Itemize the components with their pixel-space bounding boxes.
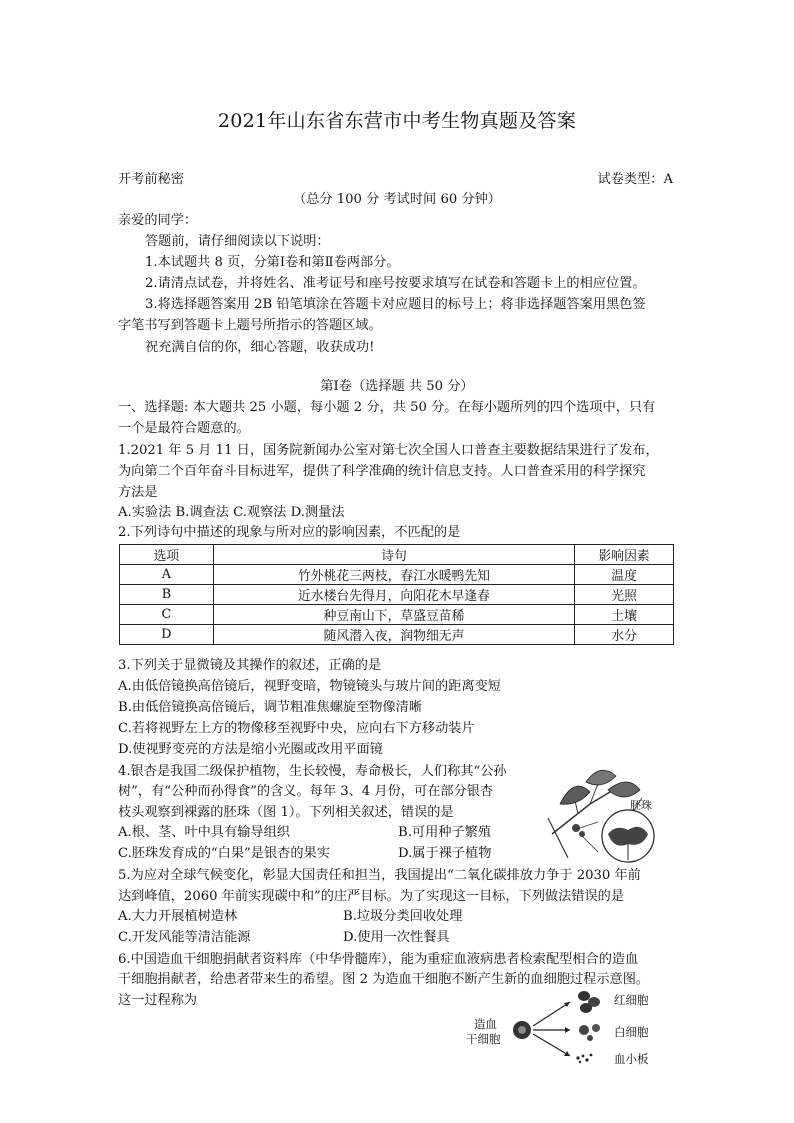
instruction-line: 3.将选择题答案用 2B 铅笔填涂在答题卡对应题目的标号上；将非选择题答案用黑色签	[145, 297, 646, 312]
table-row	[120, 565, 674, 585]
instruction-line: 祝充满自信的你，细心答题，收获成功!	[145, 340, 375, 355]
table-row	[120, 605, 674, 625]
question-text: 这一过程称为	[118, 993, 198, 1008]
question-text: 方法是	[118, 485, 158, 500]
question-options: A.实验法 B.调查法 C.观察法 D.测量法	[118, 505, 345, 520]
table-cell: 竹外桃花三两枝，春江水暖鸭先知	[213, 565, 574, 585]
option-c: C.若将视野左上方的物像移至视野中央，应向右下方移动装片	[118, 721, 475, 736]
table-cell: C	[120, 605, 214, 625]
option-b: B.可用种子繁殖	[398, 825, 492, 840]
paper-type: 试卷类型：A	[597, 172, 673, 187]
instruction-line: 字笔书写到答题卡上题号所指示的答题区域。	[118, 318, 382, 333]
table-cell: 水分	[575, 625, 674, 645]
table-cell: 近水楼台先得月，向阳花木早逢春	[213, 585, 574, 605]
table-row	[120, 625, 674, 645]
source-label-bottom: 干细胞	[466, 1032, 501, 1046]
question-text: 枝头观察到裸露的胚珠（图 1）。下列相关叙述，错误的是	[118, 805, 454, 820]
table-header-cell: 诗句	[213, 545, 574, 565]
table-cell: 土壤	[575, 605, 674, 625]
blood-cell-figure	[466, 984, 666, 1070]
question-text: 4.银杏是我国二级保护植物，生长较慢，寿命极长，人们称其“公孙	[118, 764, 507, 779]
section-heading: 第Ⅰ卷（选择题 共 50 分）	[320, 379, 474, 394]
option-a: A.根、茎、叶中具有输导组织	[118, 825, 290, 840]
table-header-cell: 影响因素	[575, 545, 674, 565]
white-cell-label: 白细胞	[614, 1025, 649, 1039]
question-text: 为向第二个百年奋斗目标进军，提供了科学准确的统计信息支持。人口普查采用的科学探究	[118, 464, 646, 479]
question-text: 2.下列诗句中描述的现象与所对应的影响因素，不匹配的是	[118, 525, 461, 540]
option-d: D.属于裸子植物	[398, 846, 492, 861]
table-header-row	[120, 545, 674, 565]
red-cell-label: 红细胞	[614, 993, 649, 1007]
table-cell: 随风潜入夜，润物细无声	[213, 625, 574, 645]
table-row	[120, 585, 674, 605]
exam-info: （总分 100 分 考试时间 60 分钟）	[293, 192, 501, 207]
question-text: 树”，有“公种而孙得食”的含义。每年 3、4 月份，可在部分银杏	[118, 784, 494, 799]
section-instruction: 一个是最符合题意的。	[118, 421, 250, 436]
option-b: B.由低倍镜换高倍镜后，调节粗准焦螺旋至物像清晰	[118, 700, 423, 715]
question-text: 1.2021 年 5 月 11 日，国务院新闻办公室对第七次全国人口普查主要数据结果进行了发布，	[118, 443, 659, 458]
option-b: B.垃圾分类回收处理	[343, 909, 463, 924]
table-cell: 种豆南山下，草盛豆苗稀	[213, 605, 574, 625]
instruction-line: 1.本试题共 8 页，分第Ⅰ卷和第Ⅱ卷两部分。	[145, 255, 400, 270]
option-d: D.使用一次性餐具	[343, 930, 450, 945]
greeting: 亲爱的同学：	[118, 213, 198, 228]
ginkgo-branch-icon	[538, 764, 678, 864]
question-text: 达到峰值，2060 年前实现碳中和”的庄严目标。为了实现这一目标，下列做法错误的是	[118, 889, 625, 904]
table-header-cell: 选项	[120, 545, 214, 565]
table-cell: A	[120, 565, 214, 585]
question-text: 5.为应对全球气候变化，彰显大国责任和担当，我国提出“二氧化碳排放力争于 2030 年前	[118, 868, 641, 883]
option-c: C.开发风能等清洁能源	[118, 930, 251, 945]
secret-label: 开考前秘密	[118, 172, 184, 187]
question-text: 干细胞捐献者，给患者带来生的希望。图 2 为造血干细胞不断产生新的血细胞过程示意图。	[118, 972, 650, 987]
table-cell: 温度	[575, 565, 674, 585]
section-instruction: 一、选择题: 本大题共 25 小题，每小题 2 分，共 50 分。在每小题所列的四个选项中，只有	[118, 400, 656, 415]
source-label-top: 造血	[474, 1017, 497, 1031]
table-cell: 光照	[575, 585, 674, 605]
table-cell: B	[120, 585, 214, 605]
table-cell: D	[120, 625, 214, 645]
option-a: A.大力开展植树造林	[118, 909, 238, 924]
question-text: 6.中国造血干细胞捐献者资料库（中华骨髓库），能为重症血液病患者检索配型相合的造血	[118, 952, 639, 967]
option-c: C.胚珠发育成的“白果”是银杏的果实	[118, 846, 330, 861]
page-title: 2021年山东省东营市中考生物真题及答案	[217, 110, 577, 132]
instruction-line: 2.请清点试卷，并将姓名、准考证号和座号按要求填写在试卷和答题卡上的相应位置。	[145, 276, 646, 291]
ginkgo-figure	[538, 764, 678, 864]
platelet-label: 血小板	[614, 1052, 649, 1066]
option-d: D.使视野变亮的方法是缩小光圈或改用平面镜	[118, 742, 383, 757]
option-a: A.由低倍镜换高倍镜后，视野变暗，物镜镜头与玻片间的距离变短	[118, 679, 501, 694]
instruction-line: 答题前，请仔细阅读以下说明：	[145, 234, 330, 249]
ovule-label: 胚珠	[630, 799, 652, 812]
question-text: 3.下列关于显微镜及其操作的叙述，正确的是	[118, 658, 382, 673]
factor-table	[119, 544, 674, 645]
